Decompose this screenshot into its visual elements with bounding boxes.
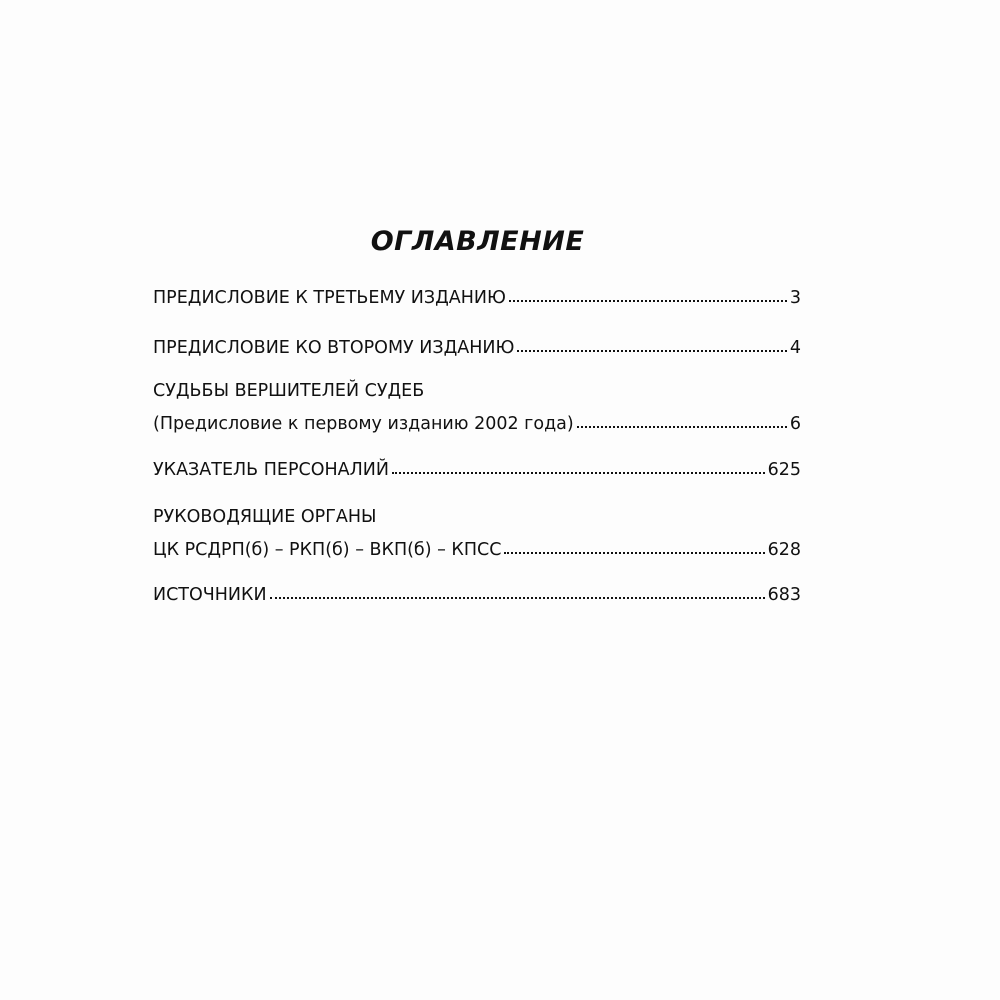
toc-line	[153, 287, 801, 309]
toc-page-number: 628	[767, 540, 801, 560]
dot-leader	[577, 422, 787, 428]
toc-entry-label: ПРЕДИСЛОВИЕ КО ВТОРОМУ ИЗДАНИЮ	[153, 338, 515, 358]
dot-leader	[392, 468, 765, 474]
toc-entry	[153, 506, 801, 561]
dot-leader	[270, 593, 765, 599]
toc-line	[153, 413, 801, 435]
toc-line	[153, 459, 801, 481]
toc-line	[153, 584, 801, 606]
toc-line	[153, 539, 801, 561]
toc-entry-label: ПРЕДИСЛОВИЕ К ТРЕТЬЕМУ ИЗДАНИЮ	[153, 288, 506, 308]
dot-leader	[509, 296, 787, 302]
toc-entry	[153, 584, 801, 606]
toc-page-number: 683	[767, 585, 801, 605]
toc-entry	[153, 380, 801, 435]
toc-entry-heading: РУКОВОДЯЩИЕ ОРГАНЫ	[153, 507, 377, 527]
page-title: ОГЛАВЛЕНИЕ	[370, 226, 585, 257]
toc-page-number: 3	[789, 288, 801, 308]
toc-entry-label: ЦК РСДРП(б) – РКП(б) – ВКП(б) – КПСС	[153, 540, 502, 560]
toc-entry	[153, 459, 801, 481]
toc-entry	[153, 337, 801, 359]
toc-entry-label: УКАЗАТЕЛЬ ПЕРСОНАЛИЙ	[153, 460, 389, 480]
toc-entry-label: (Предисловие к первому изданию 2002 года)	[153, 414, 574, 434]
dot-leader	[517, 346, 786, 352]
toc-entry	[153, 287, 801, 309]
toc-page-number: 625	[767, 460, 801, 480]
toc-entry-label: ИСТОЧНИКИ	[153, 585, 267, 605]
toc-page-number: 6	[789, 414, 801, 434]
dot-leader	[504, 548, 764, 554]
toc-entry-heading: СУДЬБЫ ВЕРШИТЕЛЕЙ СУДЕБ	[153, 381, 425, 401]
toc-line	[153, 337, 801, 359]
toc-page-number: 4	[789, 338, 801, 358]
